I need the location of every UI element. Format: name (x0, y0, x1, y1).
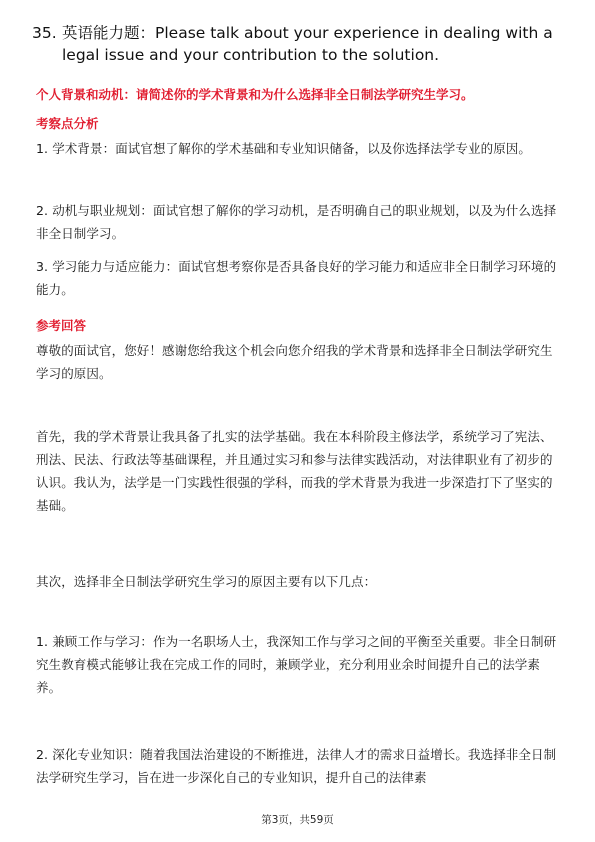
analysis-heading: 考察点分析 (36, 116, 99, 131)
answer-paragraph-2: 首先，我的学术背景让我具备了扎实的法学基础。我在本科阶段主修法学，系统学习了宪法、刑法、民法、行政法等基础课程，并且通过实习和参与法律实践活动，对法律职业有了初步的认识。我认为，法学是一门实践性很强的学科，而我的学术背景为我进一步深造打下了坚实的基础。 (36, 429, 553, 513)
question-line-2: legal issue and your contribution to the solution. (62, 46, 440, 64)
question-line-1: 英语能力题：Please talk about your experience in dealing with a (62, 24, 553, 42)
answer-heading: 参考回答 (36, 318, 87, 333)
question-title (32, 22, 572, 66)
analysis-item-3: 3. 学习能力与适应能力：面试官想考察你是否具备良好的学习能力和适应非全日制学习环境的能力。 (36, 259, 557, 297)
analysis-item-1: 1. 学术背景：面试官想了解你的学术基础和专业知识储备，以及你选择法学专业的原因。 (36, 141, 532, 156)
answer-paragraph-4: 1. 兼顾工作与学习：作为一名职场人士，我深知工作与学习之间的平衡至关重要。非全日制研究生教育模式能够让我在完成工作的同时，兼顾学业，充分利用业余时间提升自己的法学素养。 (36, 634, 557, 695)
section-subtitle: 个人背景和动机：请简述你的学术背景和为什么选择非全日制法学研究生学习。 (36, 87, 474, 102)
question-number: 35. (32, 24, 57, 42)
analysis-item-2: 2. 动机与职业规划：面试官想了解你的学习动机，是否明确自己的职业规划，以及为什么选择非全日制学习。 (36, 203, 557, 241)
answer-paragraph-1: 尊敬的面试官，您好！感谢您给我这个机会向您介绍我的学术背景和选择非全日制法学研究生学习的原因。 (36, 343, 553, 381)
answer-paragraph-5: 2. 深化专业知识：随着我国法治建设的不断推进，法律人才的需求日益增长。我选择非全日制法学研究生学习，旨在进一步深化自己的专业知识，提升自己的法律素 (36, 747, 557, 785)
page-footer: 第3页，共59页 (261, 814, 334, 826)
answer-paragraph-3: 其次，选择非全日制法学研究生学习的原因主要有以下几点： (36, 574, 377, 589)
